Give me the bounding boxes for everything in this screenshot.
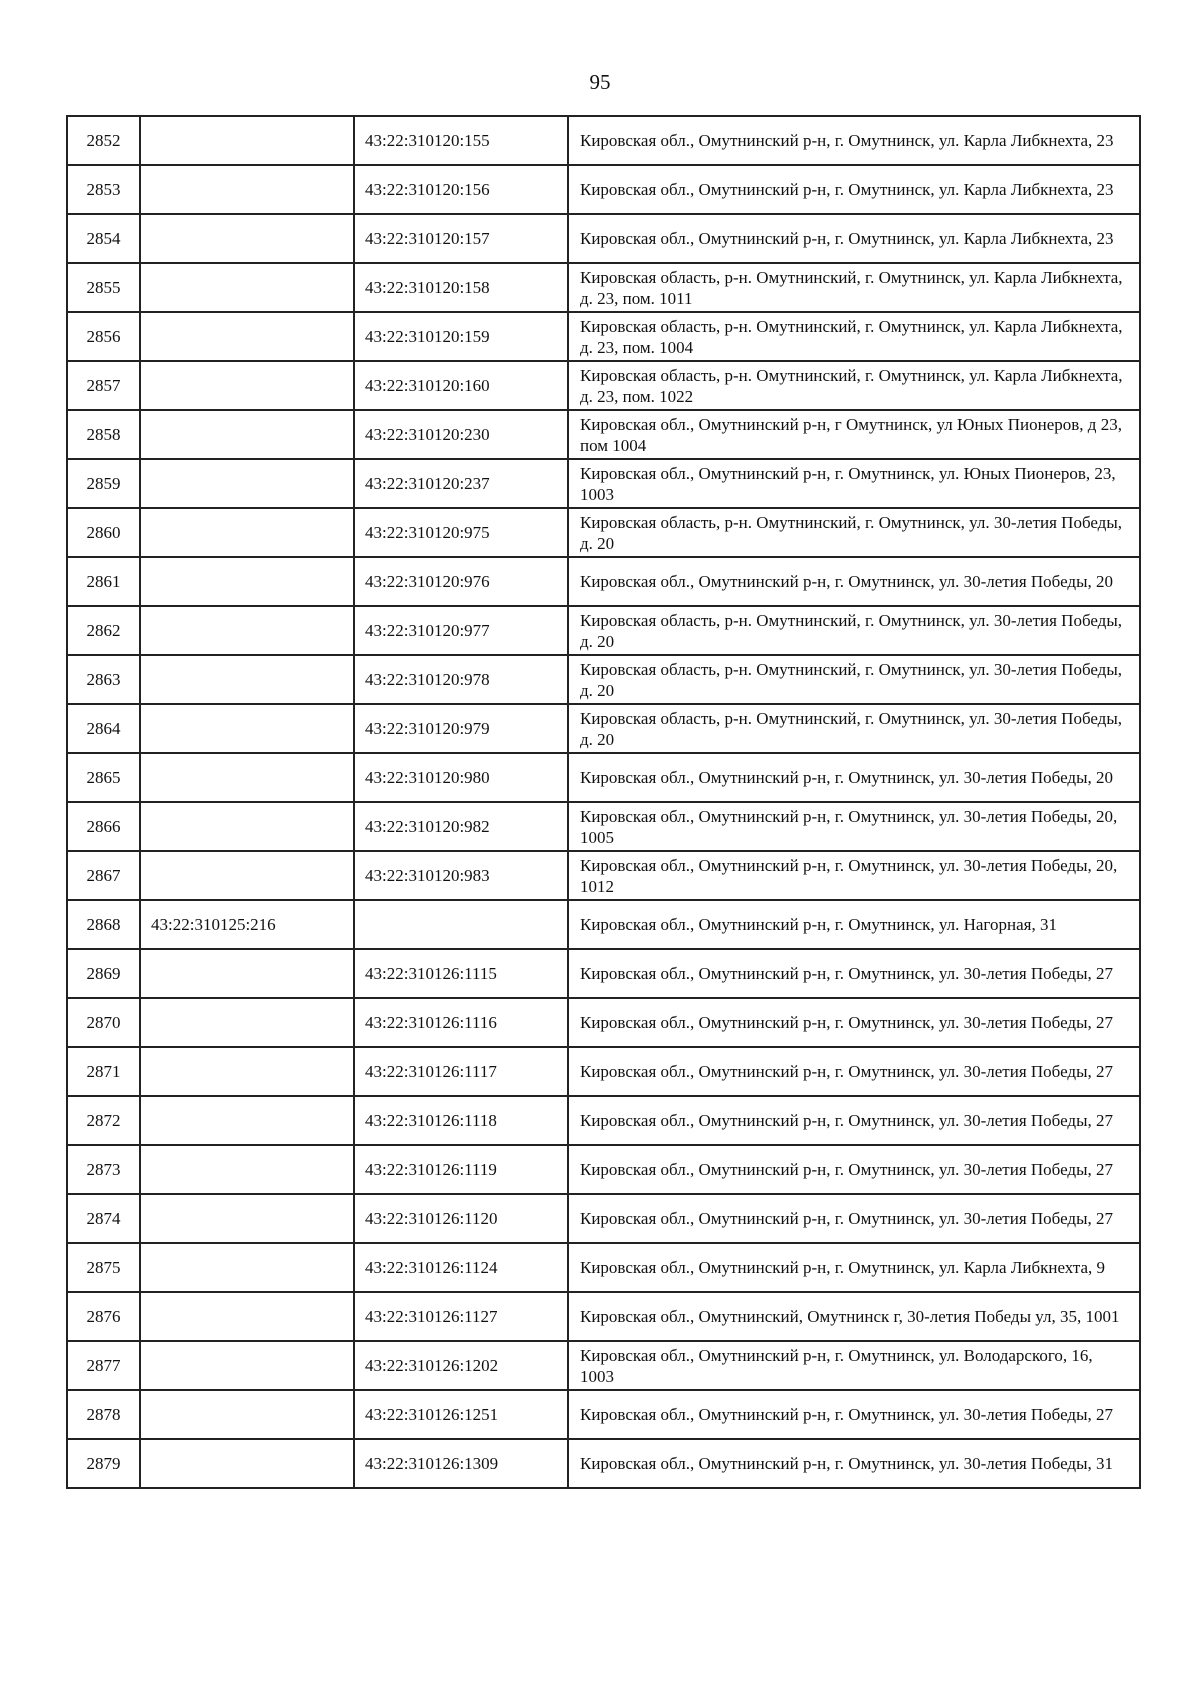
row-number-cell: 2854 [67,214,140,263]
cadastral-number-a-cell [140,606,354,655]
table-row [67,1096,1140,1145]
row-number-cell: 2875 [67,1243,140,1292]
cadastral-number-b-cell: 43:22:310126:1124 [354,1243,568,1292]
table-row [67,704,1140,753]
cadastral-number-a-cell [140,214,354,263]
table-row [67,214,1140,263]
cadastral-number-b-cell: 43:22:310126:1118 [354,1096,568,1145]
cadastral-number-a-cell [140,263,354,312]
table-row [67,263,1140,312]
row-number-cell: 2862 [67,606,140,655]
cadastral-number-b-cell: 43:22:310120:157 [354,214,568,263]
row-number-cell: 2876 [67,1292,140,1341]
row-number-cell: 2855 [67,263,140,312]
cadastral-number-b-cell: 43:22:310126:1309 [354,1439,568,1488]
cadastral-number-a-cell [140,1292,354,1341]
address-cell: Кировская обл., Омутнинский р-н, г. Омутнинск, ул. 30-летия Победы, 27 [568,1047,1140,1096]
row-number-cell: 2856 [67,312,140,361]
row-number-cell: 2877 [67,1341,140,1390]
address-cell: Кировская обл., Омутнинский р-н, г. Омутнинск, ул. 30-летия Победы, 27 [568,1194,1140,1243]
table-row [67,1292,1140,1341]
registry-table-body [67,116,1140,1488]
cadastral-number-a-cell [140,116,354,165]
table-row [67,459,1140,508]
row-number-cell: 2878 [67,1390,140,1439]
table-row [67,851,1140,900]
address-cell: Кировская обл., Омутнинский р-н, г. Омутнинск, ул. 30-летия Победы, 31 [568,1439,1140,1488]
address-cell: Кировская обл., Омутнинский р-н, г. Омутнинск, ул. 30-летия Победы, 27 [568,998,1140,1047]
table-row [67,1145,1140,1194]
address-cell: Кировская обл., Омутнинский р-н, г. Омутнинск, ул. 30-летия Победы, 27 [568,949,1140,998]
table-row [67,410,1140,459]
address-cell: Кировская обл., Омутнинский р-н, г Омутнинск, ул Юных Пионеров, д 23, пом 1004 [568,410,1140,459]
cadastral-number-a-cell [140,508,354,557]
cadastral-number-a-cell [140,361,354,410]
registry-table [66,115,1141,1489]
table-row [67,753,1140,802]
row-number-cell: 2868 [67,900,140,949]
table-row [67,802,1140,851]
table-row [67,900,1140,949]
cadastral-number-b-cell: 43:22:310126:1117 [354,1047,568,1096]
address-cell: Кировская область, р-н. Омутнинский, г. Омутнинск, ул. 30-летия Победы, д. 20 [568,704,1140,753]
table-row [67,508,1140,557]
row-number-cell: 2867 [67,851,140,900]
cadastral-number-b-cell: 43:22:310120:156 [354,165,568,214]
cadastral-number-b-cell: 43:22:310126:1251 [354,1390,568,1439]
cadastral-number-b-cell: 43:22:310120:230 [354,410,568,459]
row-number-cell: 2861 [67,557,140,606]
cadastral-number-b-cell: 43:22:310126:1116 [354,998,568,1047]
cadastral-number-b-cell: 43:22:310120:980 [354,753,568,802]
cadastral-number-a-cell [140,1047,354,1096]
cadastral-number-b-cell: 43:22:310120:978 [354,655,568,704]
address-cell: Кировская обл., Омутнинский р-н, г. Омутнинск, ул. Нагорная, 31 [568,900,1140,949]
cadastral-number-a-cell [140,1341,354,1390]
row-number-cell: 2853 [67,165,140,214]
cadastral-number-b-cell: 43:22:310126:1127 [354,1292,568,1341]
cadastral-number-b-cell: 43:22:310120:237 [354,459,568,508]
cadastral-number-b-cell: 43:22:310120:977 [354,606,568,655]
cadastral-number-b-cell [354,900,568,949]
table-row [67,1047,1140,1096]
cadastral-number-a-cell [140,1390,354,1439]
cadastral-number-a-cell [140,1096,354,1145]
address-cell: Кировская область, р-н. Омутнинский, г. Омутнинск, ул. Карла Либкнехта, д. 23, пом. 1022 [568,361,1140,410]
table-row [67,557,1140,606]
cadastral-number-b-cell: 43:22:310120:155 [354,116,568,165]
table-row [67,312,1140,361]
cadastral-number-a-cell [140,165,354,214]
cadastral-number-a-cell [140,655,354,704]
cadastral-number-b-cell: 43:22:310126:1119 [354,1145,568,1194]
address-cell: Кировская обл., Омутнинский р-н, г. Омутнинск, ул. Карла Либкнехта, 23 [568,116,1140,165]
row-number-cell: 2870 [67,998,140,1047]
row-number-cell: 2874 [67,1194,140,1243]
address-cell: Кировская область, р-н. Омутнинский, г. Омутнинск, ул. 30-летия Победы, д. 20 [568,606,1140,655]
cadastral-number-b-cell: 43:22:310120:982 [354,802,568,851]
table-row [67,116,1140,165]
cadastral-number-a-cell [140,557,354,606]
row-number-cell: 2865 [67,753,140,802]
row-number-cell: 2852 [67,116,140,165]
address-cell: Кировская обл., Омутнинский р-н, г. Омутнинск, ул. Карла Либкнехта, 23 [568,165,1140,214]
address-cell: Кировская область, р-н. Омутнинский, г. Омутнинск, ул. 30-летия Победы, д. 20 [568,655,1140,704]
cadastral-number-a-cell: 43:22:310125:216 [140,900,354,949]
table-row [67,998,1140,1047]
row-number-cell: 2873 [67,1145,140,1194]
table-row [67,1341,1140,1390]
cadastral-number-a-cell [140,949,354,998]
cadastral-number-a-cell [140,410,354,459]
cadastral-number-a-cell [140,459,354,508]
table-row [67,1390,1140,1439]
cadastral-number-a-cell [140,998,354,1047]
cadastral-number-a-cell [140,1145,354,1194]
row-number-cell: 2858 [67,410,140,459]
cadastral-number-b-cell: 43:22:310120:160 [354,361,568,410]
address-cell: Кировская обл., Омутнинский р-н, г. Омутнинск, ул. 30-летия Победы, 20 [568,557,1140,606]
address-cell: Кировская обл., Омутнинский р-н, г. Омутнинск, ул. Юных Пионеров, 23, 1003 [568,459,1140,508]
row-number-cell: 2860 [67,508,140,557]
address-cell: Кировская область, р-н. Омутнинский, г. Омутнинск, ул. Карла Либкнехта, д. 23, пом. 1011 [568,263,1140,312]
cadastral-number-b-cell: 43:22:310120:976 [354,557,568,606]
row-number-cell: 2859 [67,459,140,508]
cadastral-number-a-cell [140,1439,354,1488]
row-number-cell: 2879 [67,1439,140,1488]
address-cell: Кировская обл., Омутнинский р-н, г. Омутнинск, ул. Карла Либкнехта, 23 [568,214,1140,263]
row-number-cell: 2866 [67,802,140,851]
cadastral-number-b-cell: 43:22:310120:975 [354,508,568,557]
address-cell: Кировская обл., Омутнинский р-н, г. Омутнинск, ул. Карла Либкнехта, 9 [568,1243,1140,1292]
table-row [67,1439,1140,1488]
address-cell: Кировская область, р-н. Омутнинский, г. Омутнинск, ул. 30-летия Победы, д. 20 [568,508,1140,557]
address-cell: Кировская обл., Омутнинский, Омутнинск г, 30-летия Победы ул, 35, 1001 [568,1292,1140,1341]
table-row [67,949,1140,998]
table-row [67,606,1140,655]
table-row [67,361,1140,410]
cadastral-number-a-cell [140,753,354,802]
row-number-cell: 2864 [67,704,140,753]
address-cell: Кировская обл., Омутнинский р-н, г. Омутнинск, ул. Володарского, 16, 1003 [568,1341,1140,1390]
cadastral-number-b-cell: 43:22:310120:983 [354,851,568,900]
cadastral-number-a-cell [140,1194,354,1243]
row-number-cell: 2869 [67,949,140,998]
cadastral-number-a-cell [140,851,354,900]
cadastral-number-b-cell: 43:22:310120:979 [354,704,568,753]
table-row [67,1243,1140,1292]
row-number-cell: 2871 [67,1047,140,1096]
address-cell: Кировская обл., Омутнинский р-н, г. Омутнинск, ул. 30-летия Победы, 27 [568,1145,1140,1194]
cadastral-number-b-cell: 43:22:310126:1115 [354,949,568,998]
address-cell: Кировская обл., Омутнинский р-н, г. Омутнинск, ул. 30-летия Победы, 20 [568,753,1140,802]
cadastral-number-b-cell: 43:22:310120:158 [354,263,568,312]
page-number: 95 [589,70,611,94]
row-number-cell: 2872 [67,1096,140,1145]
cadastral-number-b-cell: 43:22:310126:1202 [354,1341,568,1390]
table-row [67,165,1140,214]
table-row [67,1194,1140,1243]
row-number-cell: 2863 [67,655,140,704]
cadastral-number-b-cell: 43:22:310126:1120 [354,1194,568,1243]
cadastral-number-b-cell: 43:22:310120:159 [354,312,568,361]
cadastral-number-a-cell [140,704,354,753]
address-cell: Кировская обл., Омутнинский р-н, г. Омутнинск, ул. 30-летия Победы, 20, 1012 [568,851,1140,900]
address-cell: Кировская область, р-н. Омутнинский, г. Омутнинск, ул. Карла Либкнехта, д. 23, пом. 1004 [568,312,1140,361]
address-cell: Кировская обл., Омутнинский р-н, г. Омутнинск, ул. 30-летия Победы, 27 [568,1390,1140,1439]
row-number-cell: 2857 [67,361,140,410]
address-cell: Кировская обл., Омутнинский р-н, г. Омутнинск, ул. 30-летия Победы, 27 [568,1096,1140,1145]
cadastral-number-a-cell [140,312,354,361]
cadastral-number-a-cell [140,1243,354,1292]
table-row [67,655,1140,704]
address-cell: Кировская обл., Омутнинский р-н, г. Омутнинск, ул. 30-летия Победы, 20, 1005 [568,802,1140,851]
cadastral-number-a-cell [140,802,354,851]
